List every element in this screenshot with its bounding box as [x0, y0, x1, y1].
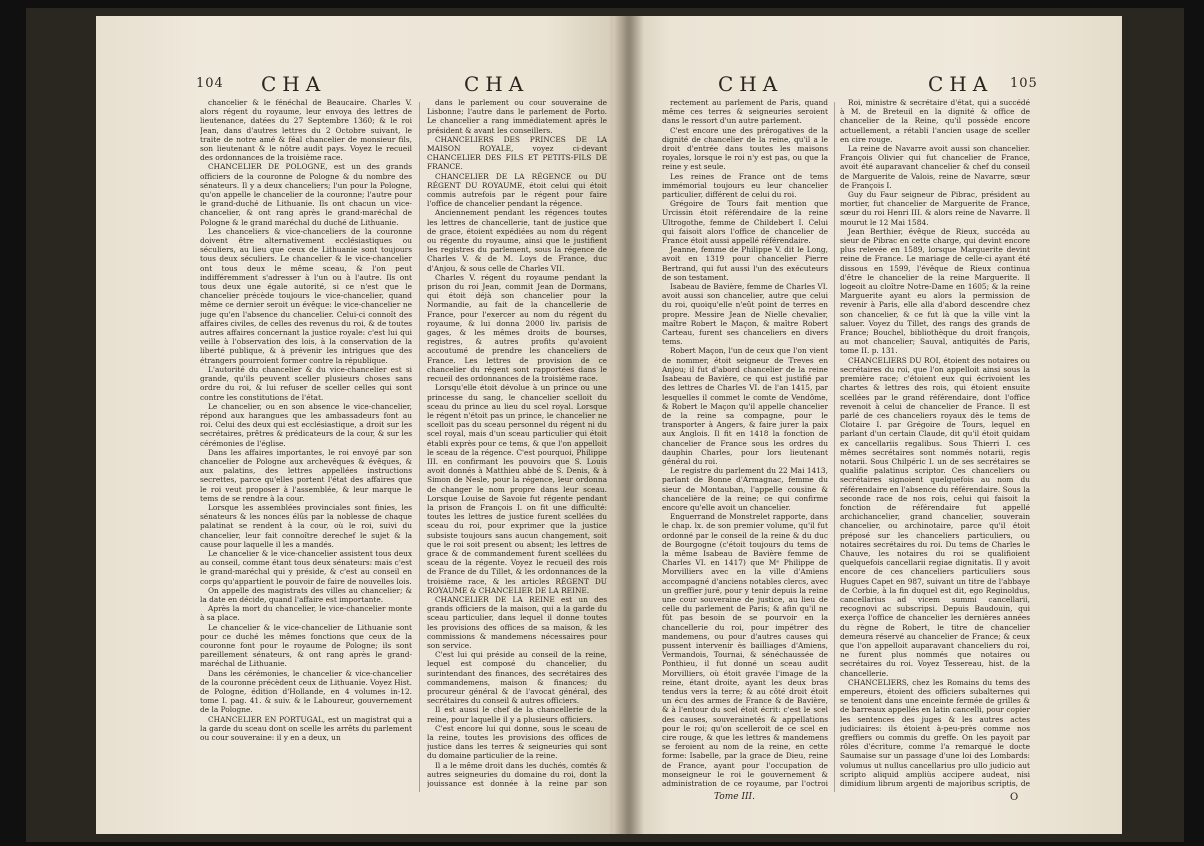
- paragraph: Le registre du parlement du 22 Mai 1413, parlant de Bonne d'Armagnac, femme du sieur de Montauban, l'appelle cousine & chancelière de la reine; ce qui confirme encore qu'elle avoit un chancelier.: [662, 466, 828, 512]
- right-running-head-left: CHA: [718, 72, 784, 96]
- paragraph: Après la mort du chancelier, le vice-chancelier monte à sa place.: [200, 604, 412, 623]
- paragraph: Jean Berthier, évêque de Rieux, succéda au sieur de Pibrac en cette charge, qui devint encore plus relevée en 1589, lorsque Marguerite devint reine de France. Le mariage de celle-ci ayant été dissous en 1599, l'évêque de Rieux continua d'être le chancelier de la reine Marguerite. Il logeoit au cloître Notre-Dame en 1605; & la reine Marguerite ayant eu alors la permission de revenir à Paris, elle alla d'abord descendre chez son chancelier, & ce fut là que la ville vint la saluer. Voyez du Tillet, des rangs des grands de France; Bouchel, bibliothèque du droit françois, au mot chancelier; Sauval, antiquités de Paris, tome II. p. 131.: [840, 226, 1030, 356]
- paragraph: Lorsque les assemblées provinciales sont finies, les sénateurs & les nonces élûs par la noblesse de chaque palatinat se rendent à la cour, où le roi, suivi du chancelier, leur fait connoître derechef le sujet & la cause pour laquelle il les a mandés.: [200, 502, 412, 549]
- right-page-number: 105: [1010, 76, 1038, 91]
- paragraph: chancelier & le fénéchal de Beaucaire. Charles V. alors régent du royaume, leur envoya des lettres de lieutenance, datées du 27 Septembre 1360; & le roi Jean, dans d'autres lettres du 2 Octobre suivant, le traite de notre amé & féal chancelier de monsieur fils, son lieutenant & le nôtre audit pays. Voyez le recueil des ordonnances de la troisième race.: [200, 98, 412, 163]
- paragraph: Grégoire de Tours fait mention que Urcissin étoit référendaire de la reine Ultrogothe, femme de Childebert I. Celui qui faisoit alors l'office de chancelier de France étoit aussi appellé référendaire.: [662, 199, 828, 246]
- paragraph: CHANCELIERS, chez les Romains du tems des empereurs, étoient des officiers subalternes qui se tenoient dans une enceinte fermée de grilles & de barreaux appellés en latin cancelli, pour copier les sentences des juges & les autres actes judiciaires: ils étoient à-peu-près comme nos greffiers ou commis du greffe. On les payoit par rôles d'écriture, comme l'a remarqué le docte Saumaise sur un passage d'une loi des Lombards: volumus ut nullus cancellarius pro ullo judicio aut scripto aliquid ampliùs accipere audeat, nisi dimidium librum argenti de majoribus scriptis, de: [840, 677, 1030, 788]
- paragraph: Les chanceliers & vice-chanceliers de la couronne doivent être alternativement ecclésiastiques ou séculiers, au lieu que ceux de Lithuanie sont toujours tous deux séculiers. Le chancelier & le vice-chancelier ont tous deux le même sceau, & l'on peut indifféremment s'adresser à l'un ou à l'autre. Ils ont tous deux une égale autorité, si ce n'est que le chancelier précède toujours le vice-chancelier, quand même ce dernier seroit un évêque: le vice-chancelier ne juge qu'en l'absence du chancelier. Celui-ci connoît des affaires civiles, de celles des revenus du roi, & de toutes autres affaires concernant la justice royale: c'est lui qui veille à l'observation des lois, à la conservation de la liberté publique, & à prévenir les intrigues que des étrangers pourroient former contre la république.: [200, 226, 412, 365]
- paragraph: Robert Maçon, l'un de ceux que l'on vient de nommer, étoit seigneur de Treves en Anjou; il fut d'abord chancelier de la reine Isabeau de Bavière, ce qui est justifié par des lettres de Charles VI. de l'an 1415, par lesquelles il commet le comte de Vendôme, & Robert le Maçon qu'il appelle chancelier de la reine sa compagne, pour le transporter à Angers, & faire jurer la paix aux Anglois. Il fit en 1418 la fonction de chancelier de France sous les ordres du dauphin Charles, pour lors lieutenant général du roi.: [662, 346, 828, 466]
- paragraph: C'est encore lui qui donne, sous le sceau de la reine, toutes les provisions des offices de justice dans les terres & seigneuries qui sont du domaine particulier de la reine.: [427, 723, 607, 761]
- left-column-rule: [419, 102, 420, 792]
- paragraph: Roi, ministre & secrétaire d'état, qui a succédé à M. de Breteuil en la dignité & office de chancelier de la Reine, qu'il possède encore actuellement, a rétabli l'ancien usage de sceller en cire rouge.: [840, 98, 1030, 144]
- left-running-head-right: CHA: [464, 72, 530, 96]
- left-page: [96, 16, 624, 834]
- right-page-header: [610, 72, 1122, 98]
- paragraph: CHANCELIER EN PORTUGAL, est un magistrat qui a la garde du sceau dont on scelle les arrêts du parlement ou cour souveraine: il y en a deux, un: [200, 714, 412, 743]
- volume-footer: Tome III.: [714, 792, 755, 802]
- paragraph: Le chancelier & le vice-chancelier assistent tous deux au conseil, comme étant tous deux sénateurs: mais c'est le grand-maréchal qui y préside, & c'est au conseil en corps qu'appartient le pouvoir de faire de nouvelles lois.: [200, 548, 412, 586]
- paragraph: Jeanne, femme de Philippe V. dit le Long, avoit en 1319 pour chancelier Pierre Bertrand, qui fut aussi l'un des exécuteurs de son testament.: [662, 245, 828, 282]
- paragraph: Enguerrand de Monstrelet rapporte, dans le chap. lx. de son premier volume, qu'il fut ordonné par le conseil de la reine & du duc de Bourgogne (c'étoit toujours du tems de la même Isabeau de Bavière femme de Charles VI. en 1417) que Mᵉ Philippe de Morvilliers avec en la ville d'Amiens accompagné d'anciens notables clercs, avec un greffier juré, pour y tenir depuis la reine une cour souveraine de justice, au lieu de celle du parlement de Paris; & afin qu'il ne fût pas besoin de se pourvoir en la chancellerie du roi, pour impétrer des mandemens, ou pour d'autres causes qui pussent intervenir ès bailliages d'Amiens, Vermandois, Tournai, & sénéchaussée de Ponthieu, il fut donné un sceau audit Morvilliers, où étoit gravée l'image de la reine, étant droite, ayant les deux bras tendus vers la terre; & au côté droit étoit un écu des armes de France & de Bavière, & à l'entour du scel étoit écrit: c'est le scel des causes, souverainetés & appellations pour le roi; qu'on scelleroit de ce scel en cire rouge, & que les lettres & mandemens se feroient au nom de la reine, en cette forme: Isabelle, par la grace de Dieu, reine de France, ayant pour l'occupation de monseigneur le roi le gouvernement & administration de ce royaume, par l'octroi: [662, 512, 828, 788]
- paragraph: Guy du Faur seigneur de Pibrac, président au mortier, fut chancelier de Marguerite de France, sœur du roi Henri III. & alors reine de Navarre. Il mourut le 12 Mai 1584.: [840, 190, 1030, 227]
- paragraph: Lorsqu'elle étoit dévolue à un prince ou une princesse du sang, le chancelier scelloit du sceau du prince au lieu du scel royal. Lorsque le régent n'étoit pas un prince, le chancelier ne scelloit pas du sceau personnel du régent ni du scel royal, mais d'un sceau particulier qui étoit établi exprès pour ce tems, & que l'on appelloit le sceau de la régence. C'est pourquoi, Philippe III. en confirmant les pouvoirs que S. Louis avoit donnés à Matthieu abbé de S. Denis, & à Simon de Nesle, pour la régence, leur ordonna de changer le nom propre dans leur sceau. Lorsque Louise de Savoie fut régente pendant la prison de François I. on fit une difficulté: toutes les lettres de justice furent scellées du sceau du roi, pour exprimer que la justice subsiste toujours sans aucun changement, soit que le roi soit present ou absent; les lettres de grace & de commandement furent scellées du sceau de la régente. Voyez le recueil des rois de France de du Tillet, & les ordonnances de la troisième race, & les articles RÉGENT DU ROYAUME & CHANCELIER DE LA REINE.: [427, 383, 607, 595]
- paragraph: Le chancelier, ou en son absence le vice-chancelier, répond aux harangues que les ambassadeurs font au roi. Celui des deux qui est ecclésiastique, a droit sur les secrétaires, prêtres & prédicateurs de la cour, & sur les cérémonies de l'église.: [200, 401, 412, 448]
- right-page: [610, 16, 1122, 834]
- paragraph: CHANCELIER DE POLOGNE, est un des grands officiers de la couronne de Pologne & du nombre des sénateurs. Il y a deux chanceliers; l'un pour la Pologne, qu'on appelle le chancelier de la couronne; l'autre pour le grand-duché de Lithuanie. Ils ont chacun un vice-chancelier, & ont rang après le grand-maréchal de Pologne & le grand maréchal du duché de Lithuanie.: [200, 162, 412, 227]
- paragraph: Le chancelier & le vice-chancelier de Lithuanie sont pour ce duché les mêmes fonctions que ceux de la couronne font pour le royaume de Pologne; ils sont pareillement sénateurs, & ont rang après le grand-maréchal de Lithuanie.: [200, 622, 412, 669]
- paragraph: Anciennement pendant les régences toutes les lettres de chancellerie, tant de justice que de grace, étoient expédiées au nom du régent ou régente du royaume, ainsi que le justifient les registres du parlement, sous la régence de Charles V. & de M. Loys de France, duc d'Anjou, & sous celle de Charles VII.: [427, 208, 607, 273]
- left-running-head-left: CHA: [261, 72, 327, 96]
- left-page-column-1: [200, 98, 412, 788]
- paragraph: rectement au parlement de Paris, quand même ces terres & seigneuries seroient dans le ressort d'un autre parlement.: [662, 98, 828, 126]
- right-running-head-right: CHA: [928, 72, 994, 96]
- right-column-rule: [834, 102, 835, 792]
- paragraph: Isabeau de Bavière, femme de Charles VI. avoit aussi son chancelier, autre que celui du roi, quoiqu'elle n'eût point de terres en propre. Messire Jean de Nielle chevalier, maître Robert le Maçon, & maître Robert Carteau, furent ses chanceliers en divers tems.: [662, 282, 828, 347]
- paragraph: CHANCELIER DE LA RÉGENCE ou DU RÉGENT DU ROYAUME, étoit celui qui étoit commis autrefois par le régent pour faire l'office de chancelier pendant la régence.: [427, 171, 607, 209]
- paragraph: C'est lui qui préside au conseil de la reine, lequel est composé du chancelier, du surintendant des finances, des secrétaires des commandemens, maison & finances; du procureur général & de l'avocat général, des secrétaires du conseil & autres officiers.: [427, 650, 607, 706]
- right-page-column-2: [840, 98, 1030, 788]
- paragraph: La reine de Navarre avoit aussi son chancelier. François Olivier qui fut chancelier de France, avoit été auparavant chancelier & chef du conseil de Marguerite de Valois, reine de Navarre, sœur de François I.: [840, 144, 1030, 190]
- book-spread: [26, 8, 1184, 842]
- paragraph: dans le parlement ou cour souveraine de Lisbonne; l'autre dans le parlement de Porto. Le chancelier a rang immédiatement après le président & avant les conseillers.: [427, 98, 607, 135]
- left-page-column-2: [427, 98, 607, 788]
- paragraph: Charles V. régent du royaume pendant la prison du roi Jean, commit Jean de Dormans, qui étoit déjà son chancelier pour la Normandie, au fait de la chancellerie de France, pour l'exercer au nom du régent du royaume, & lui donna 2000 liv. parisis de gages, & les mêmes droits de bourses, registres, & autres profits qu'avoient accoutumé de prendre les chanceliers de France. Les lettres de provision de ce chancelier du régent sont rapportées dans le recueil des ordonnances de la troisième race.: [427, 272, 607, 384]
- paragraph: On appelle des magistrats des villes au chancelier; & la date en décide, quand l'affaire est importante.: [200, 585, 412, 604]
- paragraph: Il est aussi le chef de la chancellerie de la reine, pour laquelle il y a plusieurs officiers.: [427, 705, 607, 724]
- paragraph: CHANCELIER DE LA REINE est un des grands officiers de la maison, qui a la garde du sceau particulier, dans lequel il donne toutes les provisions des offices de sa maison, & les commissions & mandemens nécessaires pour son service.: [427, 594, 607, 650]
- signature-mark: O: [1010, 792, 1019, 803]
- paragraph: C'est encore une des prérogatives de la dignité de chancelier de la reine, qu'il a le droit d'entrée dans toutes les maisons royales, lorsque le roi n'y est pas, ou que la reine y est seule.: [662, 125, 828, 172]
- paragraph: L'autorité du chancelier & du vice-chancelier est si grande, qu'ils peuvent sceller plusieurs choses sans ordre du roi, & lui refuser de sceller celles qui sont contre les constitutions de l'état.: [200, 364, 412, 402]
- book-gutter: [614, 16, 644, 834]
- right-page-column-1: [662, 98, 828, 788]
- paragraph: Dans les affaires importantes, le roi envoyé par son chancelier de Pologne aux archevêques & évêques, & aux palatins, des lettres appellées instructions secrettes, parce qu'elles portent l'état des affaires que le roi veut proposer à l'assemblée, & leur marque le tems de se rendre à la cour.: [200, 447, 412, 503]
- paragraph: Les reines de France ont de tems immémorial toujours eu leur chancelier particulier, différent de celui du roi.: [662, 171, 828, 200]
- paragraph: Il a le même droit dans les duchés, comtés & autres seigneuries du domaine du roi, dont la jouissance est donnée à la reine par son: [427, 760, 607, 788]
- left-page-header: [96, 72, 624, 98]
- paragraph: CHANCELIERS DU ROI, étoient des notaires ou secrétaires du roi, que l'on appelloit ainsi sous la première race; c'étoient eux qui écrivoient les chartes & lettres des rois, qui étoient ensuite scellées par le grand référendaire, dont l'office revenoit à celui de chancelier de France. Il est parlé de ces chanceliers royaux dès le tems de Clotaire I. par Grégoire de Tours, lequel en parlant d'un certain Claude, dit qu'il étoit quidam ex cancellariis regalibus. Sous Thierri I. ces mêmes secrétaires sont nommés notarii, regis notarii. Sous Chilpéric I. un de ses secrétaires se qualifie palatinus scriptor. Ces chanceliers ou secrétaires signoient quelquefois au nom du référendaire en l'absence du référendaire. Sous la seconde race de nos rois, celui qui faisoit la fonction de référendaire fut appellé archichancelier, grand chancelier, souverain chancelier, ou archinotaire, parce qu'il étoit préposé sur les chanceliers particuliers, ou notaires secrétaires du roi. Du tems de Charles le Chauve, les notaires du roi se qualifioient quelquefois cancellarii regiae dignitatis. Il y avoit encore de ces chanceliers particuliers sous Hugues Capet en 987, suivant un titre de l'abbaye de Corbie, à la fin duquel est dit, ego Reginoldus, cancellarius ad vicem summi cancellarii, recognovi ac subscripsi. Depuis Baudouin, qui exerça l'office de chancelier les dernières années du règne de Robert, le titre de chancelier demeura réservé au chancelier de France; & ceux que l'on appelloit auparavant chanceliers du roi, ne furent plus nommés que notaires ou secrétaires du roi. Voyez Tessereau, hist. de la chancellerie.: [840, 355, 1030, 678]
- paragraph: CHANCELIERS DES PRINCES DE LA MAISON ROYALE, voyez ci-devant CHANCELIER DES FILS ET PETITS-FILS DE FRANCE.: [427, 134, 607, 172]
- paragraph: Dans les cérémonies, le chancelier & vice-chancelier de la couronne précèdent ceux de Lithuanie. Voyez Hist. de Pologne, édition d'Hollande, en 4 volumes in-12. tome I. pag. 41. & suiv. & le Laboureur, gouvernement de la Pologne.: [200, 668, 412, 715]
- left-page-number: 104: [196, 76, 224, 91]
